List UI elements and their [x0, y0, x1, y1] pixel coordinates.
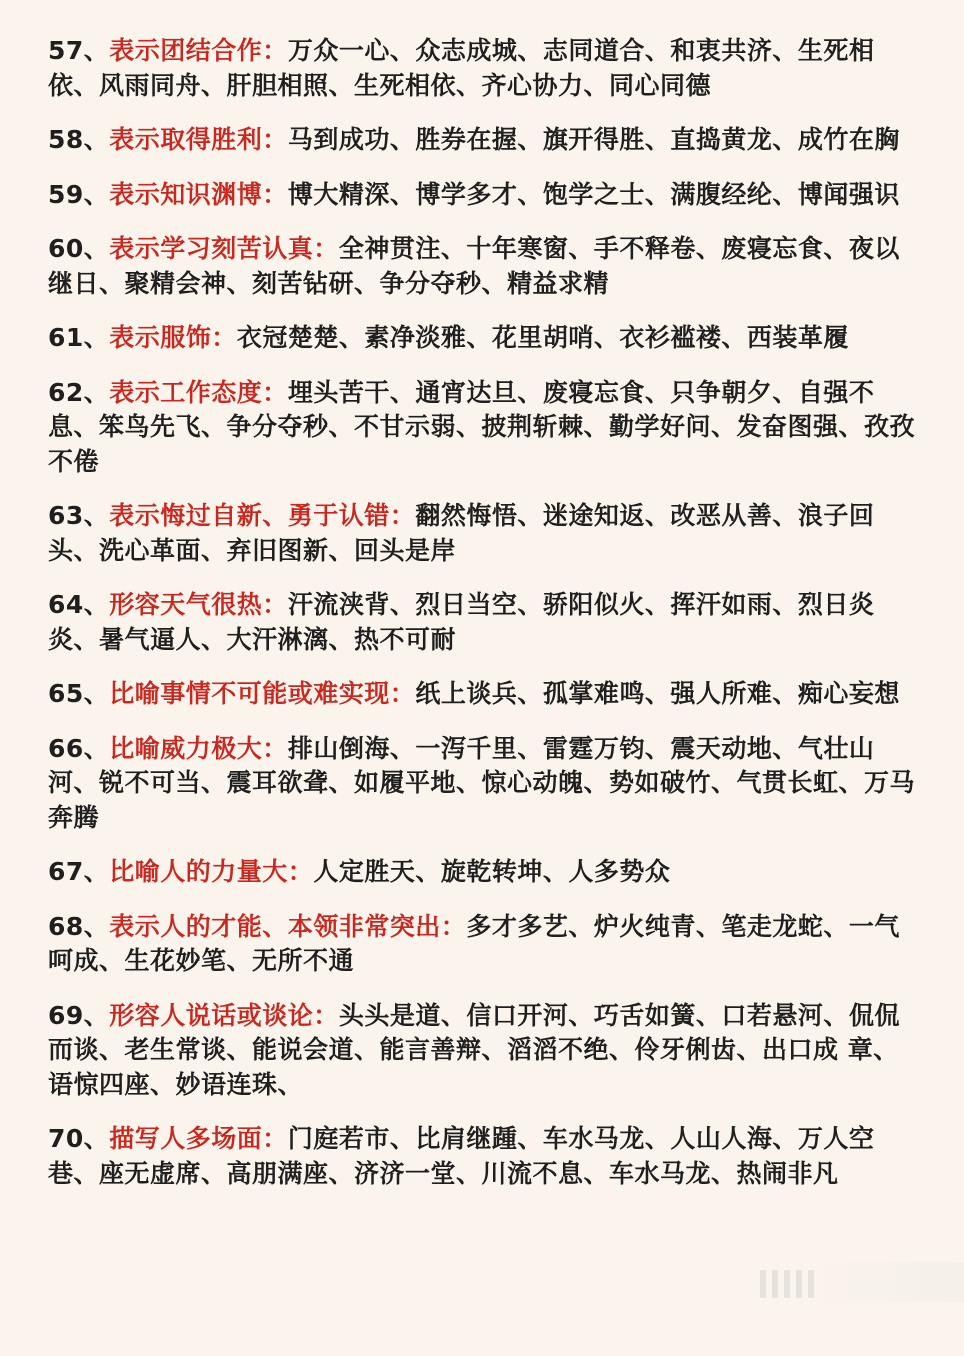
entry-topic: 表示服饰： — [109, 323, 237, 352]
entry-63 — [48, 499, 920, 568]
entry-58 — [48, 123, 920, 158]
entry-65 — [48, 677, 920, 712]
entry-number: 67、 — [48, 857, 110, 886]
idiom-list — [48, 34, 920, 1211]
entry-idioms: 全神贯注、十年寒窗、手不释卷、废寝忘食、夜以继日、聚精会神、刻苦钻研、争分夺秒、精益求精 — [48, 234, 900, 298]
entry-number: 58、 — [48, 125, 110, 154]
entry-62 — [48, 376, 920, 480]
entry-idioms: 人定胜天、旋乾转坤、人多势众 — [313, 857, 671, 886]
entry-number: 70、 — [48, 1124, 110, 1153]
entry-topic: 表示学习刻苦认真： — [109, 234, 339, 263]
entry-number: 65、 — [48, 679, 110, 708]
entry-idioms: 门庭若市、比肩继踵、车水马龙、人山人海、万人空巷、座无虚席、高朋满座、济济一堂、川流不息、车水马龙、热闹非凡 — [48, 1124, 875, 1188]
entry-number: 66、 — [48, 733, 110, 763]
entry-topic: 形容人说话或谈论： — [109, 1000, 339, 1030]
entry-topic: 表示人的才能、本领非常突出： — [109, 911, 467, 941]
entry-idioms: 衣冠楚楚、素净淡雅、花里胡哨、衣衫褴褛、西装革履 — [236, 323, 849, 352]
entry-topic: 比喻人的力量大： — [109, 857, 314, 886]
entry-topic: 表示悔过自新、勇于认错： — [109, 501, 416, 530]
entry-topic: 表示团结合作： — [109, 36, 288, 65]
entry-topic: 描写人多场面： — [109, 1124, 288, 1153]
watermark-bar — [760, 1270, 766, 1298]
watermark-bar — [796, 1270, 802, 1298]
watermark-bar — [784, 1270, 790, 1298]
entry-69 — [48, 999, 920, 1103]
entry-idioms: 博大精深、博学多才、饱学之士、满腹经纶、博闻强识 — [287, 179, 900, 209]
entry-topic: 表示工作态度： — [109, 377, 288, 407]
entry-idioms: 纸上谈兵、孤掌难鸣、强人所难、痴心妄想 — [415, 679, 900, 708]
entry-number: 64、 — [48, 590, 110, 619]
entry-idioms: 埋头苦干、通宵达旦、废寝忘食、只争朝夕、自强不息、笨鸟先飞、争分夺秒、不甘示弱、披荆斩棘、勤学好问、发奋图强、孜孜不倦 — [48, 377, 916, 476]
entry-topic: 形容天气很热： — [109, 590, 288, 619]
entry-idioms: 多才多艺、炉火纯青、笔走龙蛇、一气呵成、生花妙笔、无所不通 — [48, 911, 900, 975]
entry-idioms: 马到成功、胜券在握、旗开得胜、直捣黄龙、成竹在胸 — [287, 125, 900, 154]
entry-number: 61、 — [48, 323, 110, 352]
entry-number: 62、 — [48, 377, 110, 407]
watermark-bars — [760, 1270, 814, 1298]
entry-64 — [48, 588, 920, 657]
entry-number: 57、 — [48, 36, 110, 65]
entry-idioms: 翻然悔悟、迷途知返、改恶从善、浪子回头、洗心革面、弃旧图新、回头是岸 — [48, 501, 875, 565]
entry-59 — [48, 178, 920, 213]
entry-67 — [48, 855, 920, 890]
entry-topic: 表示知识渊博： — [109, 179, 288, 209]
watermark-fade — [720, 1262, 964, 1302]
entry-number: 69、 — [48, 1000, 110, 1030]
entry-68 — [48, 910, 920, 979]
watermark-bar — [772, 1270, 778, 1298]
entry-idioms: 头头是道、信口开河、巧舌如簧、口若悬河、侃侃而谈、老生常谈、能说会道、能言善辩、滔滔不绝、伶牙俐齿、出口成 章、语惊四座、妙语连珠、 — [48, 1000, 900, 1099]
entry-61 — [48, 321, 920, 356]
entry-idioms: 万众一心、众志成城、志同道合、和衷共济、生死相依、风雨同舟、肝胆相照、生死相依、齐心协力、同心同德 — [48, 36, 875, 100]
entry-number: 68、 — [48, 911, 110, 941]
watermark-bar — [808, 1270, 814, 1298]
entry-number: 63、 — [48, 501, 110, 530]
entry-57 — [48, 34, 920, 103]
entry-topic: 比喻威力极大： — [109, 733, 288, 763]
entry-idioms: 汗流浃背、烈日当空、骄阳似火、挥汗如雨、烈日炎炎、暑气逼人、大汗淋漓、热不可耐 — [48, 590, 875, 654]
entry-number: 59、 — [48, 179, 110, 209]
entry-66 — [48, 732, 920, 836]
entry-60 — [48, 232, 920, 301]
entry-topic: 比喻事情不可能或难实现： — [109, 679, 416, 708]
entry-topic: 表示取得胜利： — [109, 125, 288, 154]
entry-70 — [48, 1122, 920, 1191]
entry-number: 60、 — [48, 234, 110, 263]
entry-idioms: 排山倒海、一泻千里、雷霆万钧、震天动地、气壮山河、锐不可当、震耳欲聋、如履平地、惊心动魄、势如破竹、气贯长虹、万马奔腾 — [48, 733, 916, 832]
